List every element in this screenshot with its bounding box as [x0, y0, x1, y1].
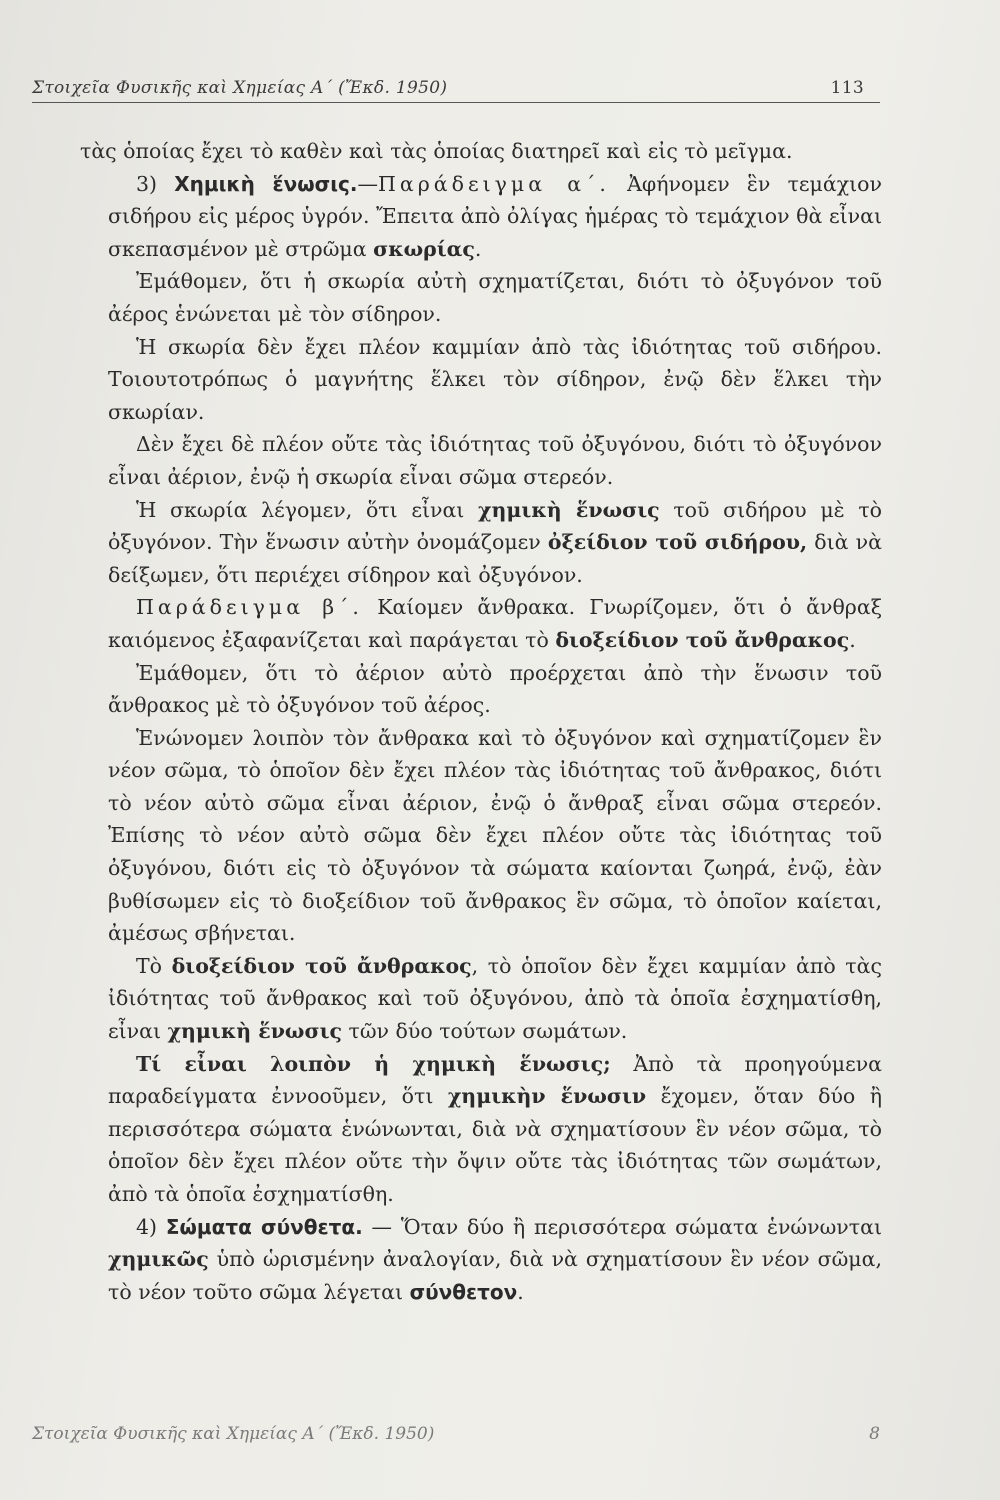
punctuation: . — [474, 236, 482, 261]
term: σύνθετον — [409, 1279, 518, 1304]
paragraph-text: τῶν δύο τούτων σωμάτων. — [341, 1019, 628, 1044]
section-paragraph — [108, 168, 882, 266]
footer-title: Στοιχεῖα Φυσικῆς καὶ Χημείας Α΄ (Ἔκδ. 1950) — [32, 1424, 435, 1444]
page-number: 113 — [830, 78, 864, 98]
running-head — [32, 76, 880, 103]
paragraph — [108, 722, 882, 950]
paragraph-text: τὰς ὁποίας ἔχει τὸ καθὲν καὶ τὰς ὁποίας διατηρεῖ καὶ εἰς τὸ μεῖγμα. — [80, 139, 793, 163]
term: χημικὴ ἕνωσις — [167, 1019, 342, 1044]
paragraph-text: Ἀπὸ τὰ προηγούμενα παραδείγματα ἐννοοῦμεν, ὅτι — [108, 1051, 882, 1109]
running-head-title: Στοιχεῖα Φυσικῆς καὶ Χημείας Α΄ (Ἔκδ. 1950) — [32, 78, 448, 98]
dash: — — [357, 171, 378, 196]
paragraph-text: Ἐμάθομεν, ὅτι ἡ σκωρία αὐτὴ σχηματίζεται, διότι τὸ ὀξυγόνον τοῦ ἀέρος ἑνώνεται μὲ τὸν σίδηρον. — [108, 269, 882, 326]
paragraph-text: διὰ νὰ δείξωμεν, ὅτι περιέχει σίδηρον καὶ ὀξυγόνον. — [108, 530, 882, 587]
term: διοξείδιον τοῦ ἄνθρακος — [555, 627, 850, 652]
term: ὀξείδιον τοῦ σιδήρου, — [547, 530, 808, 555]
paragraph-text: , τὸ ὁποῖον δὲν ἔχει καμμίαν ἀπὸ τὰς ἰδιότητας τοῦ ἄνθρακος καὶ τοῦ ὀξυγόνου, ἀπὸ τὰ ὁποῖα ἐσχηματίσθη, εἶναι — [108, 953, 882, 1044]
signature-mark: 8 — [869, 1424, 880, 1444]
paragraph — [108, 428, 882, 493]
paragraph-text: Ἡ σκωρία δὲν ἔχει πλέον καμμίαν ἀπὸ τὰς ἰδιότητας τοῦ σιδήρου. Τοιουτοτρόπως ὁ μαγνήτης ἕλκει τὸν σίδηρον, ἐνῷ δὲν ἕλκει τὴν σκωρίαν. — [108, 334, 882, 424]
paragraph — [108, 950, 882, 1048]
term: διοξείδιον τοῦ ἄνθρακος — [171, 953, 472, 978]
paragraph — [80, 135, 882, 168]
paragraph-text: Τὸ — [136, 953, 172, 978]
footer — [32, 1424, 880, 1444]
question: Τί εἶναι λοιπὸν ἡ χημικὴ ἕνωσις; — [136, 1051, 611, 1076]
paragraph — [108, 591, 882, 656]
paragraph-text: Καίομεν ἄνθρακα. Γνωρίζομεν, ὅτι ὁ ἄνθραξ καιόμενος ἐξαφανίζεται καὶ παράγεται τὸ — [108, 595, 882, 652]
paragraph — [108, 657, 882, 722]
punctuation: . — [849, 627, 856, 652]
paragraph — [108, 1048, 882, 1211]
paragraph-text: τοῦ σιδήρου μὲ τὸ ὀξυγόνον. Τὴν ἕνωσιν αὐτὴν ὀνομάζομεν — [108, 497, 883, 555]
example-label: Παράδειγμα α΄. — [378, 171, 610, 196]
paragraph — [108, 494, 882, 592]
dash: — — [362, 1214, 401, 1239]
paragraph-text: ἔχομεν, ὅταν δύο ἢ περισσότερα σώματα ἑνώνωνται, διὰ νὰ σχηματίσουν ἓν νέον σῶμα, τὸ ὁποῖον δὲν ἔχει πλέον οὔτε τὴν ὄψιν οὔτε τὰς ἰδιότητας τῶν σωμάτων, ἀπὸ τὰ ὁποῖα ἐσχηματίσθη. — [108, 1084, 882, 1206]
term: χημικῶς — [108, 1247, 209, 1272]
term: σκωρίας — [373, 236, 475, 261]
paragraph-text: ὑπὸ ὡρισμένην ἀναλογίαν, διὰ νὰ σχηματίσουν ἓν νέον σῶμα, τὸ νέον τοῦτο σῶμα λέγεται — [108, 1247, 882, 1304]
paragraph-text: Δὲν ἔχει δὲ πλέον οὔτε τὰς ἰδιότητας τοῦ ὀξυγόνου, διότι τὸ ὀξυγόνον εἶναι ἀέριον, ἐνῷ ἡ σκωρία εἶναι σῶμα στερεόν. — [108, 432, 882, 489]
section-number: 4) — [136, 1214, 158, 1239]
paragraph-text: Ἀφήνομεν ἓν τεμάχιον σιδήρου εἰς μέρος ὑγρόν. Ἔπειτα ἀπὸ ὀλίγας ἡμέρας τὸ τεμάχιον θὰ εἶναι σκεπασμένον μὲ στρῶμα — [108, 171, 882, 261]
body-text — [80, 135, 883, 1308]
paragraph-text: Ὅταν δύο ἢ περισσότερα σώματα ἑνώνωνται — [400, 1214, 882, 1239]
paragraph — [108, 331, 882, 429]
section-paragraph — [108, 1211, 882, 1309]
example-label: Παράδειγμα β΄. — [136, 595, 363, 620]
section-number: 3) — [136, 171, 158, 196]
paragraph — [108, 265, 882, 330]
term: χημικὴν ἕνωσιν — [447, 1084, 647, 1109]
punctuation: . — [517, 1279, 524, 1304]
paragraph-text: Ἑνώνομεν λοιπὸν τὸν ἄνθρακα καὶ τὸ ὀξυγόνον καὶ σχηματίζομεν ἓν νέον σῶμα, τὸ ὁποῖον δὲν ἔχει πλέον τὰς ἰδιότητας τοῦ ἄνθρακος, διότι τὸ νέον αὐτὸ σῶμα εἶναι ἀέριον, ἐνῷ ὁ ἄνθραξ εἶναι σῶμα στερεόν. Ἐπίσης τὸ νέον αὐτὸ σῶμα δὲν ἔχει πλέον οὔτε τὰς ἰδιότητας τοῦ ὀξυγόνου, διότι εἰς τὸ ὀξυγόνον τὰ σώματα καίονται ζωηρά, ἐνῷ, ἐὰν βυθίσωμεν εἰς τὸ διοξείδιον τοῦ ἄνθρακος ἓν σῶμα, τὸ ὁποῖον καίεται, ἀμέσως σβήνεται. — [108, 725, 882, 946]
term: χημικὴ ἕνωσις — [478, 497, 660, 522]
paragraph-text: Ἐμάθομεν, ὅτι τὸ ἀέριον αὐτὸ προέρχεται ἀπὸ τὴν ἕνωσιν τοῦ ἄνθρακος μὲ τὸ ὀξυγόνον τοῦ ἀέρος. — [108, 660, 882, 718]
paragraph-text: Ἡ σκωρία λέγομεν, ὅτι εἶναι — [136, 497, 479, 522]
section-heading: Σώματα σύνθετα. — [165, 1214, 363, 1239]
section-heading: Χημικὴ ἕνωσις. — [174, 171, 358, 196]
